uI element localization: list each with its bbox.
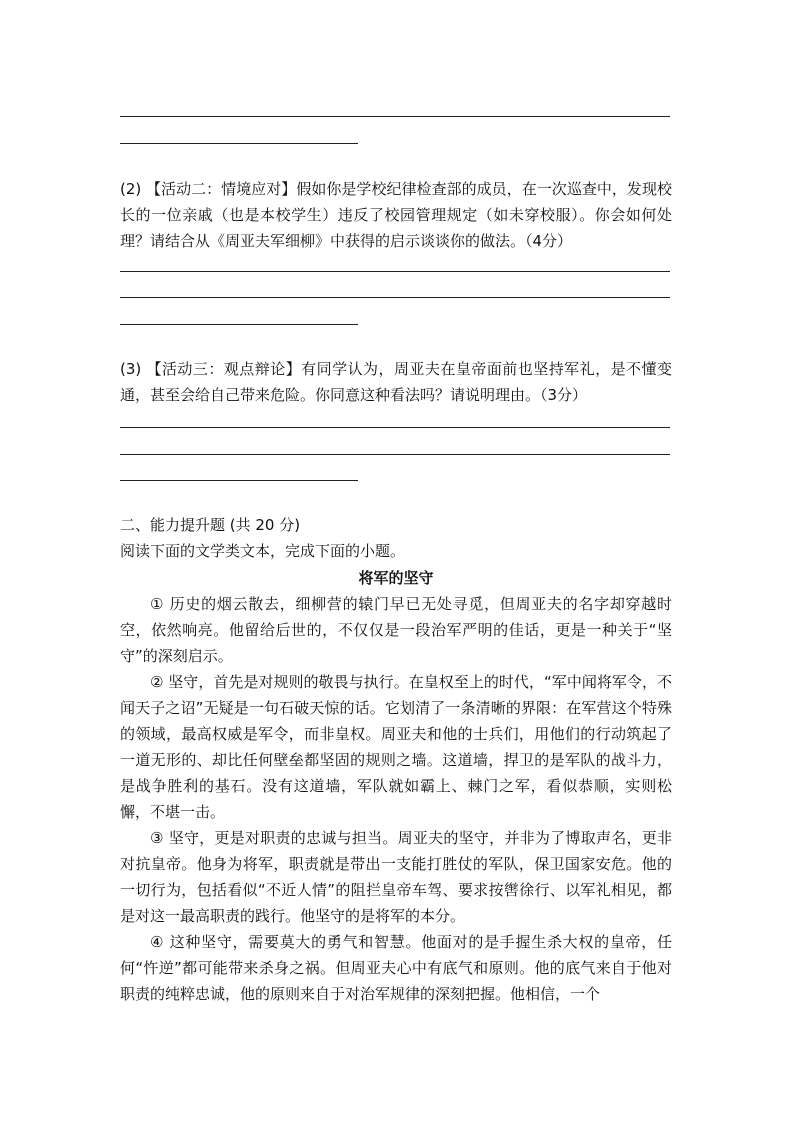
article-paragraph-3: ③ 坚守，更是对职责的忠诚与担当。周亚夫的坚守，并非为了博取声名，更非对抗皇帝。他身为将军，职责就是带出一支能打胜仗的军队，保卫国家安危。他的一切行为，包括看似“不近人情”的阻拦皇帝车驾、要求按辔徐行、以军礼相见，都是对这一最高职责的践行。他坚守的是将军的本分。 bbox=[120, 829, 672, 925]
article-paragraph-2: ② 坚守，首先是对规则的敬畏与执行。在皇权至上的时代，“军中闻将军令，不闻天子之诏”无疑是一句石破天惊的话。它划清了一条清晰的界限：在军营这个特殊的领域，最高权威是军令，而非皇权。周亚夫和他的士兵们，用他们的行动筑起了一道无形的、却比任何壁垒都坚固的规则之墙。这道墙，捍卫的是军队的战斗力，是战争胜利的基石。没有这道墙，军队就如霸上、棘门之军，看似恭顺，实则松懈，不堪一击。 bbox=[120, 673, 672, 821]
answer-line[interactable] bbox=[120, 116, 670, 117]
answer-line[interactable] bbox=[120, 454, 670, 455]
question-2: (2) 【活动二：情境应对】假如你是学校纪律检查部的成员，在一次巡查中，发现校长的一位亲戚（也是本校学生）违反了校园管理规定（如未穿校服）。你会如何处理？请结合从《周亚夫军细柳》中获得的启示谈谈你的做法。（4分） bbox=[120, 180, 672, 250]
section-instruction: 阅读下面的文学类文本，完成下面的小题。 bbox=[120, 542, 406, 560]
section-heading: 二、能力提升题 (共 20 分) bbox=[120, 516, 301, 534]
answer-line[interactable] bbox=[120, 480, 358, 481]
article-title: 将军的坚守 bbox=[358, 569, 434, 587]
article-paragraph-4: ④ 这种坚守，需要莫大的勇气和智慧。他面对的是手握生杀大权的皇帝，任何“忤逆”都可能带来杀身之祸。但周亚夫心中有底气和原则。他的底气来自于他对职责的纯粹忠诚，他的原则来自于对治军规律的深刻把握。他相信，一个 bbox=[120, 933, 672, 1003]
article-paragraph-1: ① 历史的烟云散去，细柳营的辕门早已无处寻觅，但周亚夫的名字却穿越时空，依然响亮。他留给后世的，不仅仅是一段治军严明的佳话，更是一种关于“坚守”的深刻启示。 bbox=[120, 595, 672, 665]
answer-line[interactable] bbox=[120, 324, 358, 325]
answer-line[interactable] bbox=[120, 297, 670, 298]
question-3: (3) 【活动三：观点辩论】有同学认为，周亚夫在皇帝面前也坚持军礼，是不懂变通，甚至会给自己带来危险。你同意这种看法吗？请说明理由。（3分） bbox=[120, 360, 672, 404]
answer-line[interactable] bbox=[120, 271, 670, 272]
answer-line[interactable] bbox=[120, 427, 670, 428]
answer-line[interactable] bbox=[120, 143, 358, 144]
